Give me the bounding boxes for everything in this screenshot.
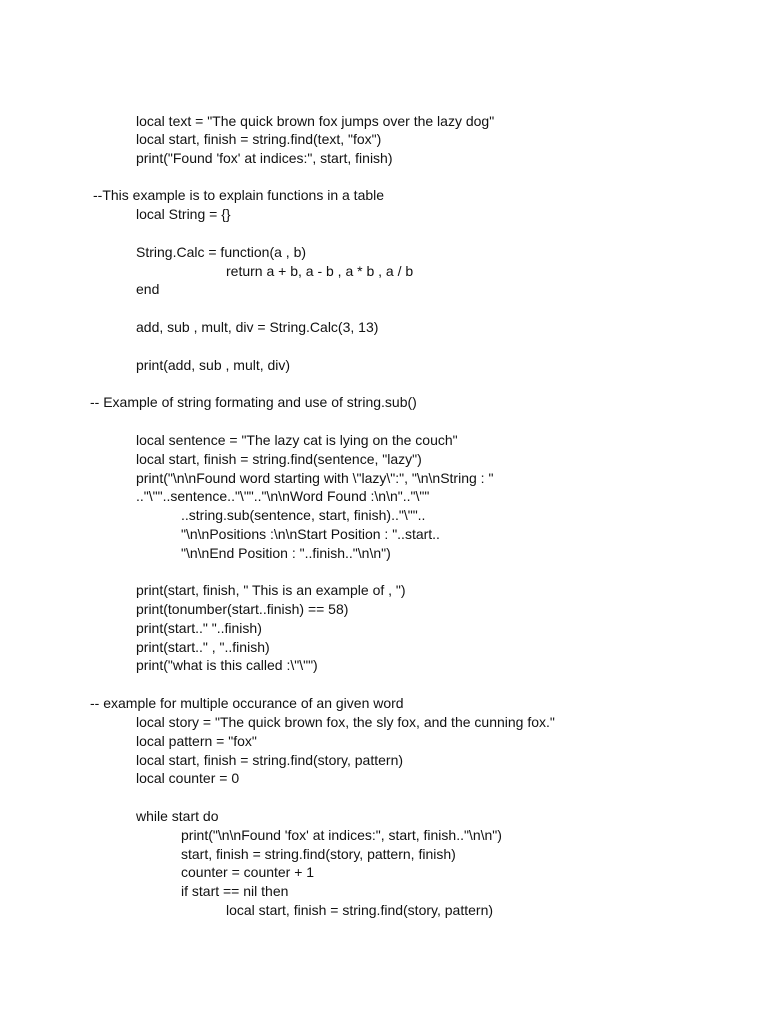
code-line: while start do	[136, 808, 219, 824]
code-line: local start, finish = string.find(story, pattern)	[136, 752, 404, 768]
code-line: print(add, sub , mult, div)	[136, 357, 291, 373]
code-line: local counter = 0	[136, 770, 240, 786]
code-line: local text = "The quick brown fox jumps over the lazy dog"	[136, 113, 495, 129]
code-line: print(start, finish, " This is an example of , ")	[136, 582, 406, 598]
code-line: local String = {}	[136, 206, 231, 222]
code-line: start, finish = string.find(story, pattern, finish)	[181, 846, 456, 862]
code-line: local story = "The quick brown fox, the sly fox, and the cunning fox."	[136, 714, 555, 730]
code-line: local start, finish = string.find(text, "fox")	[136, 131, 382, 147]
code-line: add, sub , mult, div = String.Calc(3, 13)	[136, 319, 379, 335]
code-line: print(tonumber(start..finish) == 58)	[136, 601, 349, 617]
comment-line: -- example for multiple occurance of an given word	[90, 695, 404, 711]
comment-line: --This example is to explain functions in a table	[93, 187, 385, 203]
code-line: print(start.." "..finish)	[136, 620, 262, 636]
code-line: if start == nil then	[181, 883, 289, 899]
code-line: local pattern = "fox"	[136, 733, 257, 749]
code-line: local sentence = "The lazy cat is lying on the couch"	[136, 432, 458, 448]
code-line: "\n\nEnd Position : "..finish.."\n\n")	[181, 545, 391, 561]
code-line: end	[136, 281, 160, 297]
code-line: print("\n\nFound 'fox' at indices:", start, finish.."\n\n")	[181, 827, 502, 843]
code-line: print("Found 'fox' at indices:", start, finish)	[136, 150, 393, 166]
code-line: ..string.sub(sentence, start, finish).."\""..	[181, 507, 426, 523]
code-line: return a + b, a - b , a * b , a / b	[226, 263, 414, 279]
code-line: "\n\nPositions :\n\nStart Position : "..start..	[181, 526, 440, 542]
code-line: counter = counter + 1	[181, 864, 315, 880]
code-line: String.Calc = function(a , b)	[136, 244, 307, 260]
code-line: .."\""..sentence.."\"".."\n\nWord Found :\n\n".."\""	[136, 488, 430, 504]
comment-line: -- Example of string formating and use of string.sub()	[90, 394, 417, 410]
code-line: print("\n\nFound word starting with \"lazy\":", "\n\nString : "	[136, 470, 494, 486]
code-line: print(start.." , "..finish)	[136, 639, 270, 655]
code-line: local start, finish = string.find(story, pattern)	[226, 902, 494, 918]
code-line: local start, finish = string.find(sentence, "lazy")	[136, 451, 422, 467]
code-line: print("what is this called :\"\"")	[136, 657, 318, 673]
